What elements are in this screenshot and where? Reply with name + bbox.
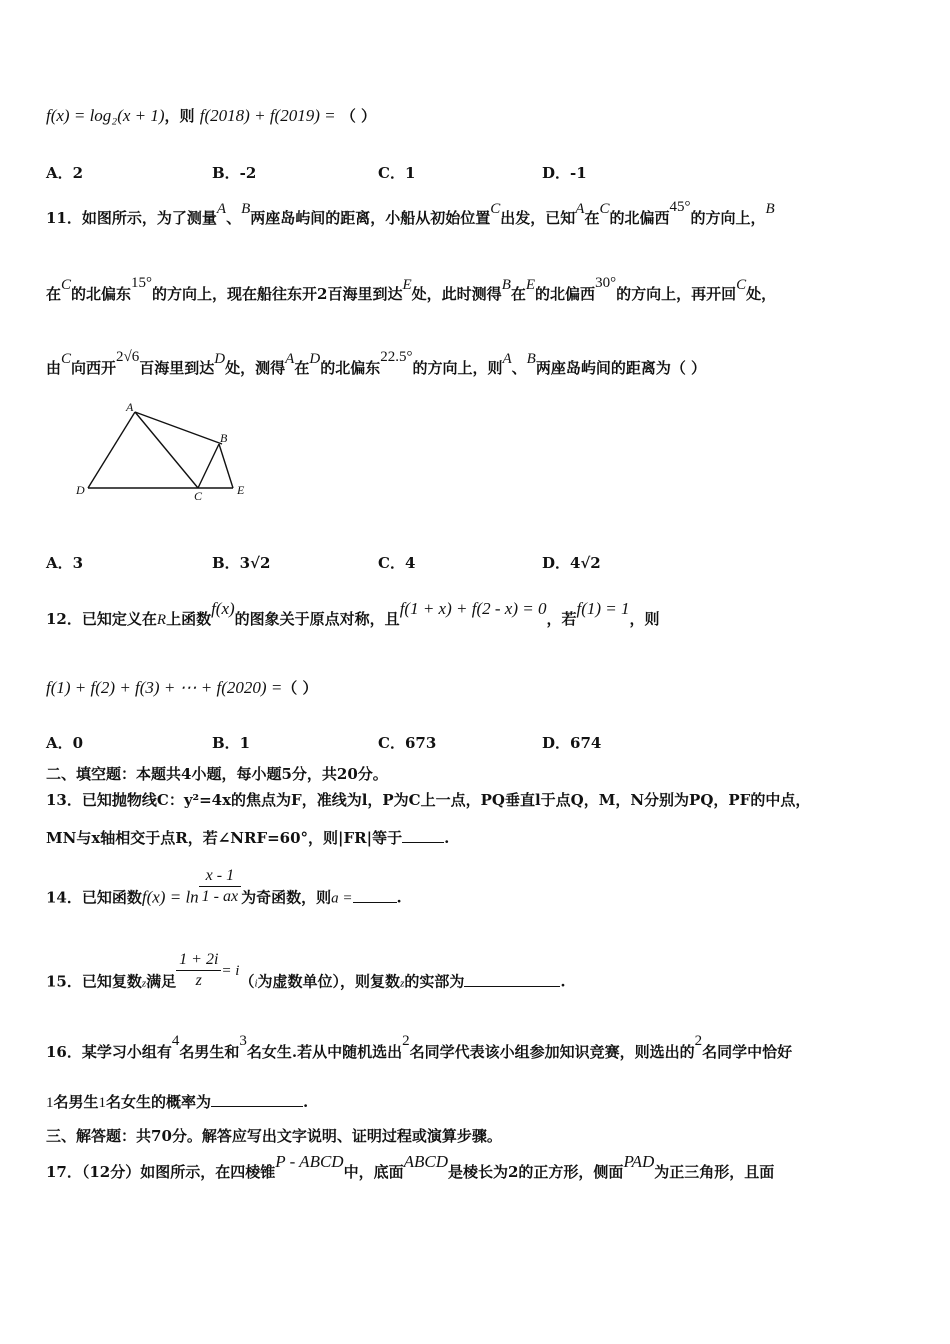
q12-sum: f(1) + f(2) + f(3) + ⋯ + f(2020) =: [46, 678, 283, 697]
q10-stem: f(x) = log₂(x + 1)，则 f(2018) + f(2019) = （ ）: [46, 106, 377, 125]
q10-expr: f(2018) + f(2019) =: [199, 106, 336, 125]
q15-answer-blank[interactable]: [464, 972, 560, 987]
point-label-c: C: [194, 489, 203, 503]
q11-line1: 11．如图所示，为了测量A、B两座岛屿间的距离，小船从初始位置C出发，已知A在C的北偏西45°的方向上，B: [46, 199, 775, 227]
q10-option-d: D．-1: [542, 164, 587, 182]
q12-option-d: D．674: [542, 734, 602, 752]
q15-fraction: $\frac{1 + 2i}{z}$: [176, 950, 221, 991]
q10-option-a: A．2: [46, 164, 84, 182]
q10-option-b: B．-2: [212, 164, 257, 182]
q13-answer-blank[interactable]: [402, 828, 444, 843]
q10-formula: f(x) = log₂(x + 1): [46, 106, 165, 125]
section-solution-heading: 三、解答题：共70分。解答应写出文字说明、证明过程或演算步骤。: [46, 1127, 502, 1145]
q16-line1: 16．某学习小组有4名男生和3名女生.若从中随机选出2名同学代表该小组参加知识竞赛，则选出的2名同学中恰好: [46, 1033, 793, 1061]
q12-line2: f(1) + f(2) + f(3) + ⋯ + f(2020) =（ ）: [46, 678, 318, 697]
segment-be: [219, 444, 233, 488]
q11-option-b: B．3√2: [212, 554, 271, 572]
q12-option-b: B．1: [212, 734, 251, 752]
q11-option-c: C．4: [378, 554, 416, 572]
segment-cb: [198, 444, 219, 488]
q11-figure: [70, 396, 260, 504]
segment-da: [88, 412, 135, 488]
q17-stem: 17．（12分）如图所示，在四棱锥P - ABCD中，底面ABCD是棱长为2的正方形，侧面PAD为正三角形，且面: [46, 1152, 775, 1181]
q16-answer-blank[interactable]: [211, 1092, 303, 1107]
q11-option-d: D．4√2: [542, 554, 601, 572]
section-fill-in-heading: 二、填空题：本题共4小题，每小题5分，共20分。: [46, 765, 388, 783]
q13-line1: 13．已知抛物线C：y²=4x的焦点为F，准线为l，P为C上一点，PQ垂直l于点Q，M，N分别为PQ，PF的中点，: [46, 791, 811, 809]
q11-option-a: A．3: [46, 554, 84, 572]
q12-option-a: A．0: [46, 734, 84, 752]
q10-option-c: C．1: [378, 164, 416, 182]
q14-stem: 14．已知函数f(x) = ln $\frac{x - 1}{1 - ax}$ 为奇函数，则a = .: [46, 867, 402, 907]
q13-line2: MN与x轴相交于点R，若∠NRF=60°，则|FR|等于 .: [46, 829, 450, 847]
q16-line2: 1名男生1名女生的概率为 .: [46, 1093, 309, 1111]
point-label-e: E: [237, 483, 245, 497]
q14-answer-blank[interactable]: [353, 888, 397, 903]
point-label-b: B: [220, 431, 228, 445]
q12-option-c: C．673: [378, 734, 437, 752]
q11-line3: 由C向西开2√6百海里到达D处，测得A在D的北偏东22.5°的方向上，则A、B两座岛屿间的距离为（ ）: [46, 349, 707, 377]
point-label-a: A: [126, 400, 134, 414]
point-label-d: D: [76, 483, 85, 497]
q15-stem: 15．已知复数z满足 $\frac{1 + 2i}{z}$ = i（i为虚数单位），则复数z的实部为 .: [46, 951, 566, 991]
q11-line2: 在C的北偏东15°的方向上，现在船往东开2百海里到达E处，此时测得B在E的北偏西30°的方向上，再开回C处，: [46, 275, 777, 303]
q14-fraction: $\frac{x - 1}{1 - ax}$: [199, 866, 241, 907]
q12-line1: 12．已知定义在R上函数f(x)的图象关于原点对称，且f(1 + x) + f(2 - x) = 0，若f(1) = 1，则: [46, 599, 660, 628]
